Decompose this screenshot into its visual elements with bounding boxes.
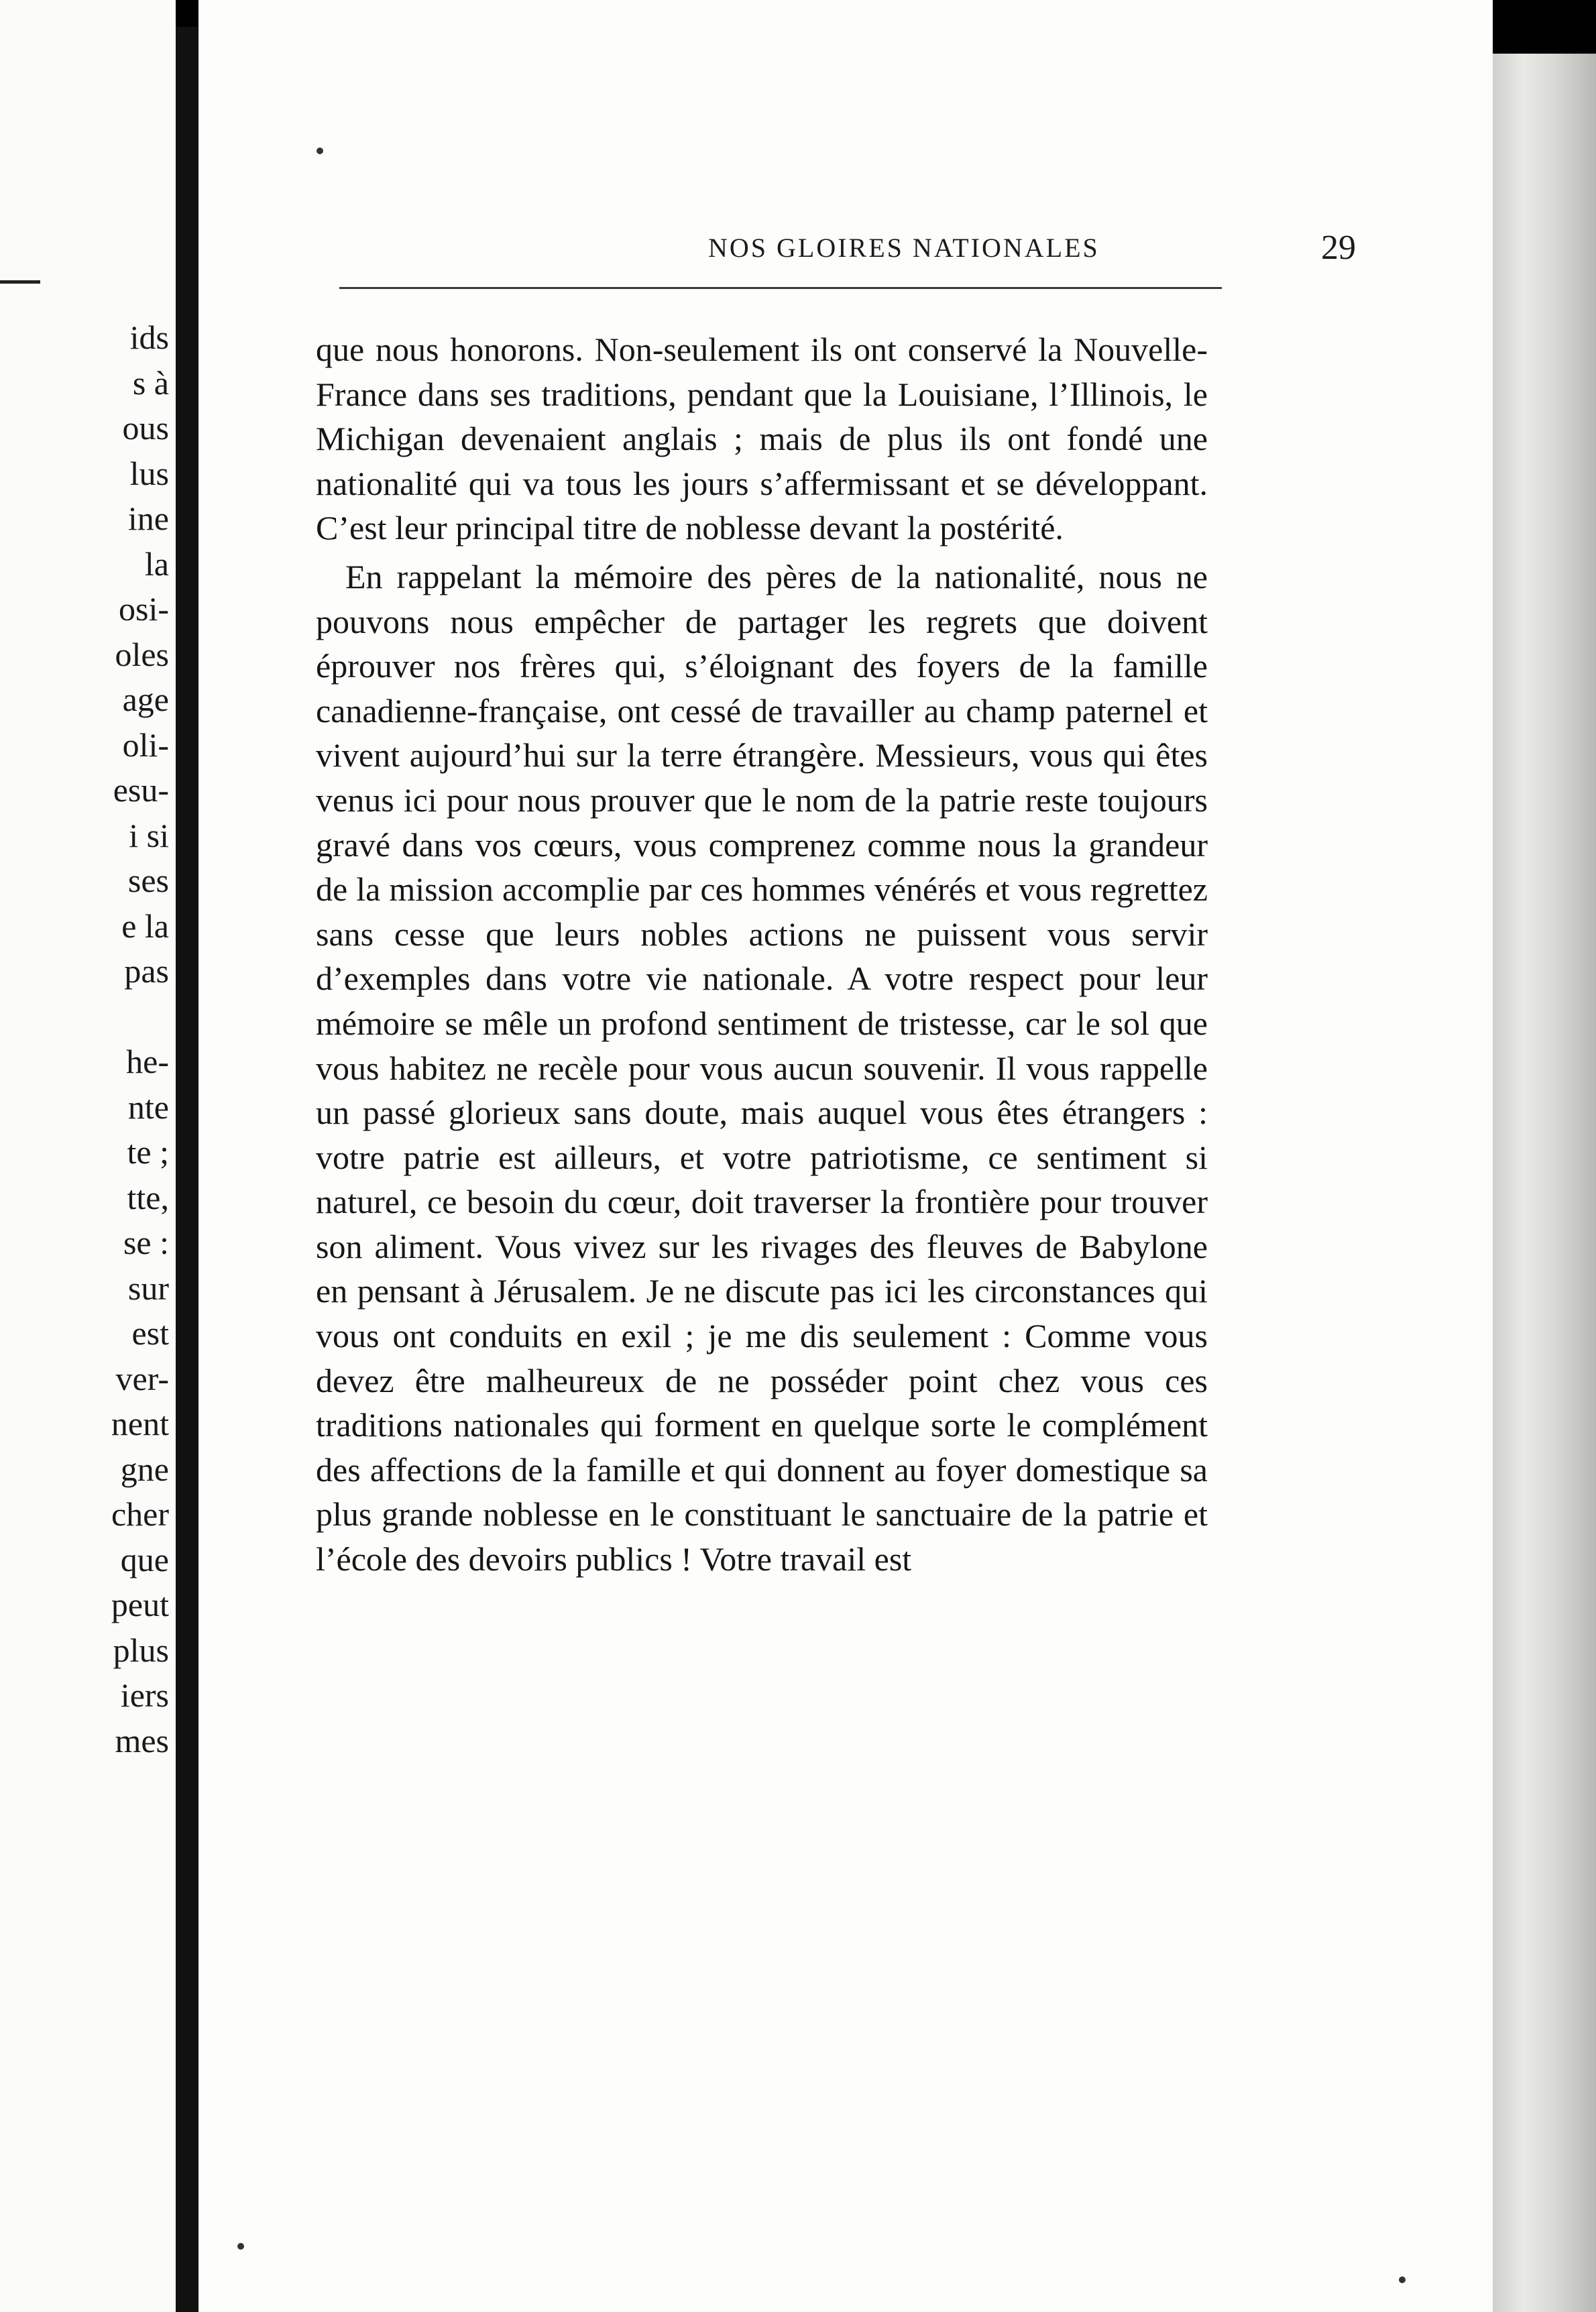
left-fragment-line: est	[131, 1314, 169, 1352]
left-fragment-line: nent	[111, 1405, 169, 1442]
left-fragment-line: ses	[127, 862, 169, 899]
body-text	[316, 327, 1208, 1582]
left-page-fragment	[0, 0, 176, 2312]
page-number: 29	[1321, 229, 1356, 267]
left-fragment-line: i si	[129, 816, 169, 854]
left-fragment-line: gne	[120, 1450, 169, 1488]
left-fragment-line: se :	[123, 1224, 169, 1261]
page-speck	[237, 2243, 244, 2250]
left-fragment-line: ids	[129, 319, 169, 356]
book-spine-shadow	[176, 27, 198, 2312]
left-fragment-line: age	[122, 681, 169, 718]
left-fragment-line: sur	[127, 1269, 169, 1307]
left-fragment-line: tte,	[127, 1178, 169, 1216]
left-fragment-line: e la	[121, 907, 169, 945]
left-fragment-line: ver-	[115, 1359, 169, 1397]
left-fragment-line: he-	[126, 1043, 169, 1080]
running-title: NOS GLOIRES NATIONALES	[708, 233, 1100, 263]
left-fragment-line: s à	[132, 363, 169, 402]
left-fragment-line: peut	[111, 1586, 169, 1623]
left-fragment-line: que	[120, 1540, 169, 1578]
left-fragment-line: la	[144, 544, 169, 583]
left-fragment-line: oles	[115, 635, 169, 673]
left-fragment-line: mes	[115, 1721, 169, 1759]
left-fragment-line: lus	[129, 454, 169, 492]
page-speck	[317, 148, 323, 154]
running-header	[326, 225, 1356, 272]
left-fragment-line: plus	[113, 1631, 169, 1669]
paragraph-2: En rappelant la mémoire des pères de la nationalité, nous ne pouvons nous empêcher de partager les regrets que doivent éprouver nos frères qui, s’éloignant des foyers de la famille canadienne-française, ont cessé de travailler au champ paternel et vivent aujourd’hui sur la terre étrangère. Messieurs, vous qui êtes venus ici pour nous prouver que le nom de la patrie reste toujours gravé dans vos cœurs, vous comprenez comme nous la grandeur de la mission accomplie par ces hommes vénérés et vous regrettez sans cesse que leurs nobles actions ne puissent vous servir d’exemples dans votre vie nationale. A votre respect pour leur mémoire se mêle un profond sentiment de tristesse, car le sol que vous habitez ne recèle pour vous aucun souvenir. Il vous rappelle un passé glorieux sans doute, mais auquel vous êtes étrangers : votre patrie est ailleurs, et votre patriotisme, ce sentiment si naturel, ce besoin du cœur, doit traverser la frontière pour trouver son aliment. Vous vivez sur les rivages des fleuves de Babylone en pensant à Jérusalem. Je ne discute pas ici les circonstances qui vous ont conduits en exil ; je me dis seulement : Comme vous devez être malheureux de ne posséder point chez vous ces traditions nationales qui forment en quelque sorte le complément des affections de la famille et qui donnent au foyer domestique sa plus grande noblesse en le constituant le sanctuaire de la patrie et l’école des devoirs publics ! Votre travail est	[316, 557, 1208, 1578]
left-page-rule	[0, 280, 40, 284]
paragraph-1: que nous honorons. Non-seulement ils ont conservé la Nouvelle-France dans ses traditions, pendant que la Louisiane, l’Illinois, le Michigan devenaient anglais ; mais de plus ils ont fondé une nationalité qui va tous les jours s’affermissant et se développant. C’est leur principal titre de noblesse devant la postérité.	[316, 331, 1208, 547]
left-fragment-line: te ;	[127, 1133, 169, 1171]
left-fragment-line	[111, 994, 169, 1040]
left-page-text-column	[111, 315, 169, 1764]
page-stack-edge	[1493, 54, 1596, 2312]
header-rule	[339, 287, 1222, 289]
left-fragment-line: osi-	[119, 590, 169, 628]
left-fragment-line: esu-	[113, 771, 169, 809]
left-fragment-line: cher	[111, 1495, 169, 1533]
left-fragment-line: oli-	[122, 726, 169, 764]
book-page	[198, 0, 1493, 2312]
left-fragment-line: iers	[120, 1676, 169, 1714]
left-fragment-line: ous	[122, 409, 169, 447]
left-fragment-line: nte	[127, 1088, 169, 1126]
left-fragment-line: pas	[124, 952, 169, 990]
page-speck	[1399, 2276, 1406, 2283]
left-fragment-line: ine	[127, 500, 169, 537]
